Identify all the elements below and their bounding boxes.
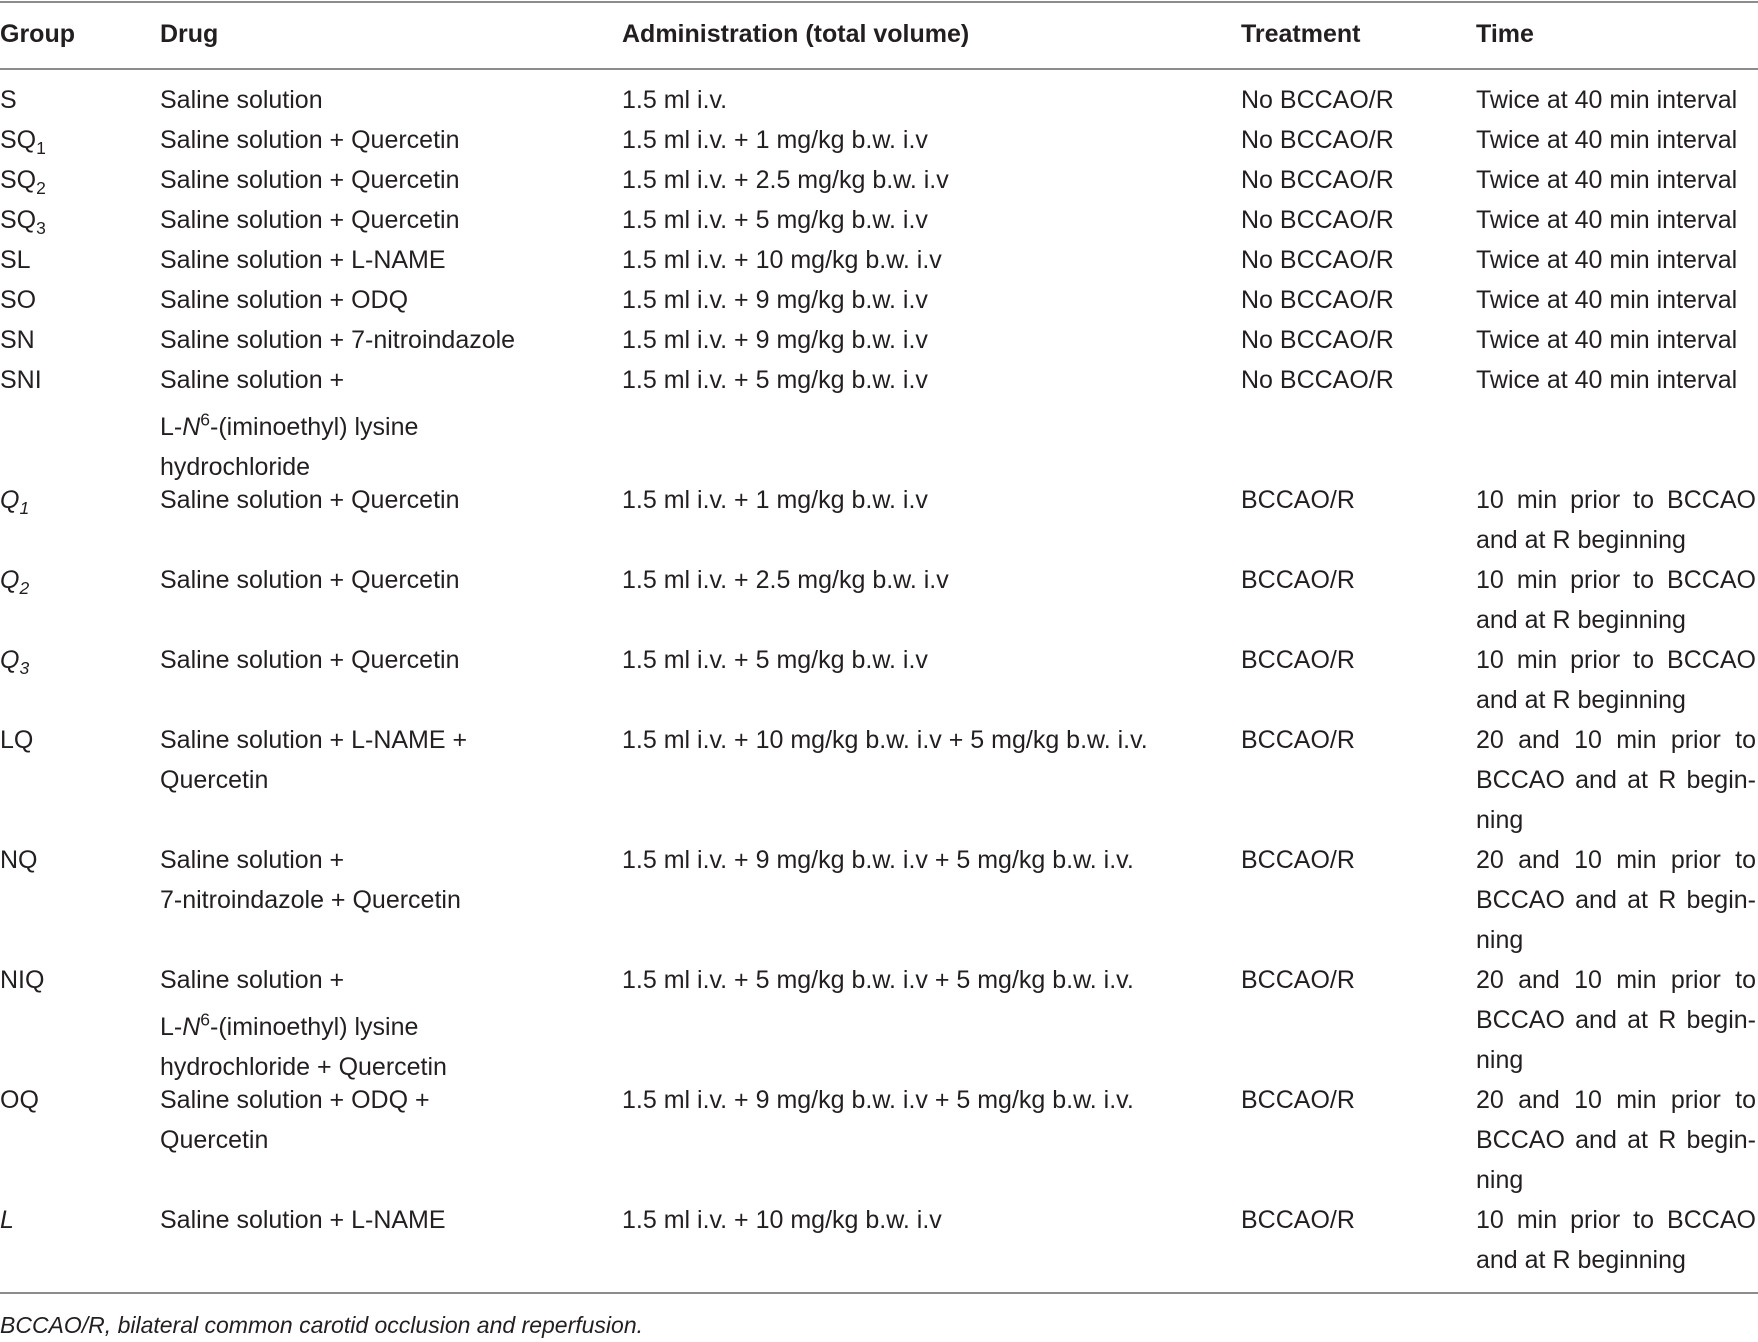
cell-time-line: Twice at 40 min interval — [1476, 246, 1738, 274]
cell-treatment: BCCAO/R — [1241, 1086, 1355, 1114]
cell-time-line: and at R beginning — [1476, 526, 1686, 554]
cell-drug — [160, 560, 460, 600]
cell-time-line: and at R beginning — [1476, 1246, 1686, 1274]
cell-time — [1476, 240, 1756, 280]
cell-time-line: Twice at 40 min interval — [1476, 206, 1738, 234]
cell-treatment: BCCAO/R — [1241, 486, 1355, 514]
cell-administration: 1.5 ml i.v. + 1 mg/kg b.w. i.v — [622, 126, 928, 154]
cell-administration: 1.5 ml i.v. + 10 mg/kg b.w. i.v — [622, 246, 942, 274]
cell-group: $SQ_1$ — [0, 126, 46, 158]
cell-drug-line: Saline solution + L-NAME — [160, 246, 446, 274]
header-group: Group — [0, 20, 75, 48]
cell-administration: 1.5 ml i.v. + 9 mg/kg b.w. i.v + 5 mg/kg b.w. i.v. — [622, 1086, 1134, 1114]
cell-time-line: BCCAO and at R begin- — [1476, 766, 1756, 794]
cell-drug-line: Saline solution + Quercetin — [160, 166, 460, 194]
cell-drug — [160, 320, 515, 360]
cell-drug — [160, 120, 460, 160]
cell-drug-line: $L-N^6-(iminoethyl)$ lysine — [160, 1010, 419, 1042]
cell-group: SNI — [0, 366, 42, 394]
cell-group: OQ — [0, 1086, 39, 1114]
cell-time-line: and at R beginning — [1476, 686, 1686, 714]
cell-administration: 1.5 ml i.v. + 10 mg/kg b.w. i.v — [622, 1206, 942, 1234]
cell-group: $Q_2$ — [0, 566, 30, 598]
cell-drug-line: Quercetin — [160, 766, 269, 794]
cell-drug-line: 7-nitroindazole + Quercetin — [160, 886, 461, 914]
cell-group: $SQ_3$ — [0, 206, 46, 238]
cell-administration: 1.5 ml i.v. + 10 mg/kg b.w. i.v + 5 mg/kg b.w. i.v. — [622, 726, 1148, 754]
cell-time-line: Twice at 40 min interval — [1476, 366, 1738, 394]
cell-group: SO — [0, 286, 37, 314]
cell-drug-line: Saline solution + — [160, 966, 345, 994]
cell-time-line: Twice at 40 min interval — [1476, 326, 1738, 354]
cell-drug-line: Saline solution + L-NAME + — [160, 726, 468, 754]
cell-treatment: No BCCAO/R — [1241, 366, 1394, 394]
table-footnote: BCCAO/R, bilateral common carotid occlusion and reperfusion. — [0, 1312, 644, 1338]
cell-group: S — [0, 86, 17, 114]
cell-drug — [160, 160, 460, 200]
cell-group: $Q_3$ — [0, 646, 30, 678]
cell-time — [1476, 480, 1756, 560]
cell-drug — [160, 480, 460, 520]
cell-drug-line: Saline solution + ODQ + — [160, 1086, 430, 1114]
cell-administration: 1.5 ml i.v. + 5 mg/kg b.w. i.v — [622, 366, 928, 394]
cell-drug — [160, 1200, 446, 1240]
cell-drug — [160, 240, 446, 280]
cell-drug-line: Saline solution + Quercetin — [160, 486, 460, 514]
cell-time — [1476, 80, 1756, 120]
cell-treatment: No BCCAO/R — [1241, 86, 1394, 114]
cell-time-line: and at R beginning — [1476, 606, 1686, 634]
cell-treatment: BCCAO/R — [1241, 566, 1355, 594]
cell-time-line: 10 min prior to BCCAO — [1476, 1206, 1756, 1234]
cell-time-line: ning — [1476, 1166, 1524, 1194]
table-header-rule — [0, 68, 1758, 70]
cell-administration: 1.5 ml i.v. + 5 mg/kg b.w. i.v — [622, 646, 928, 674]
cell-treatment: No BCCAO/R — [1241, 166, 1394, 194]
cell-drug — [160, 640, 460, 680]
cell-treatment: No BCCAO/R — [1241, 206, 1394, 234]
cell-time — [1476, 1200, 1756, 1280]
cell-drug — [160, 80, 323, 120]
cell-treatment: BCCAO/R — [1241, 646, 1355, 674]
cell-drug-line: Saline solution + L-NAME — [160, 1206, 446, 1234]
cell-group: LQ — [0, 726, 34, 754]
cell-drug — [160, 1080, 430, 1160]
cell-treatment: BCCAO/R — [1241, 966, 1355, 994]
cell-group: SN — [0, 326, 35, 354]
cell-time-line: BCCAO and at R begin- — [1476, 1006, 1756, 1034]
cell-time-line: Twice at 40 min interval — [1476, 86, 1738, 114]
cell-drug — [160, 280, 408, 320]
cell-administration: 1.5 ml i.v. + 2.5 mg/kg b.w. i.v — [622, 166, 949, 194]
cell-drug-line: Saline solution + — [160, 366, 345, 394]
cell-administration: 1.5 ml i.v. — [622, 86, 728, 114]
table-bottom-rule — [0, 1292, 1758, 1294]
cell-time-line: 10 min prior to BCCAO — [1476, 646, 1756, 674]
header-time: Time — [1476, 20, 1534, 48]
cell-treatment: No BCCAO/R — [1241, 286, 1394, 314]
cell-time-line: BCCAO and at R begin- — [1476, 886, 1756, 914]
cell-time — [1476, 280, 1756, 320]
cell-time — [1476, 320, 1756, 360]
cell-group: SL — [0, 246, 31, 274]
cell-time — [1476, 560, 1756, 640]
cell-time-line: ning — [1476, 1046, 1524, 1074]
cell-time — [1476, 160, 1756, 200]
cell-drug-line: Saline solution + — [160, 846, 345, 874]
cell-time — [1476, 840, 1756, 960]
cell-drug — [160, 720, 467, 800]
cell-time-line: 20 and 10 min prior to — [1476, 1086, 1756, 1114]
cell-drug — [160, 360, 418, 487]
cell-administration: 1.5 ml i.v. + 5 mg/kg b.w. i.v — [622, 206, 928, 234]
header-drug: Drug — [160, 20, 219, 48]
cell-drug — [160, 840, 461, 920]
cell-time — [1476, 120, 1756, 160]
cell-administration: 1.5 ml i.v. + 9 mg/kg b.w. i.v — [622, 286, 928, 314]
cell-time — [1476, 360, 1756, 400]
cell-time — [1476, 200, 1756, 240]
cell-drug-line: Saline solution + Quercetin — [160, 566, 460, 594]
cell-time-line: Twice at 40 min interval — [1476, 166, 1738, 194]
cell-drug-line: Saline solution + ODQ — [160, 286, 409, 314]
cell-group: NIQ — [0, 966, 45, 994]
cell-treatment: No BCCAO/R — [1241, 126, 1394, 154]
cell-group: $Q_1$ — [0, 486, 30, 518]
table-header-row — [0, 14, 1758, 54]
cell-time — [1476, 640, 1756, 720]
cell-time-line: 10 min prior to BCCAO — [1476, 566, 1756, 594]
cell-time — [1476, 1080, 1756, 1200]
cell-time — [1476, 960, 1756, 1080]
cell-drug-line: Saline solution + Quercetin — [160, 646, 460, 674]
header-treatment: Treatment — [1241, 20, 1361, 48]
cell-time-line: 10 min prior to BCCAO — [1476, 486, 1756, 514]
cell-time-line: ning — [1476, 926, 1524, 954]
cell-time-line: 20 and 10 min prior to — [1476, 846, 1756, 874]
cell-treatment: BCCAO/R — [1241, 726, 1355, 754]
cell-group: $SQ_2$ — [0, 166, 46, 198]
cell-time-line: 20 and 10 min prior to — [1476, 726, 1756, 754]
cell-time-line: BCCAO and at R begin- — [1476, 1126, 1756, 1154]
cell-group: NQ — [0, 846, 38, 874]
cell-treatment: No BCCAO/R — [1241, 246, 1394, 274]
cell-drug-line: Quercetin — [160, 1126, 269, 1154]
cell-administration: 1.5 ml i.v. + 1 mg/kg b.w. i.v — [622, 486, 928, 514]
cell-drug-line: Saline solution — [160, 86, 323, 114]
header-administration: Administration (total volume) — [622, 20, 970, 48]
cell-treatment: No BCCAO/R — [1241, 326, 1394, 354]
table-top-rule — [0, 1, 1758, 3]
cell-time-line: ning — [1476, 806, 1524, 834]
cell-drug-line: Saline solution + Quercetin — [160, 206, 460, 234]
cell-drug-line: hydrochloride — [160, 453, 311, 482]
cell-treatment: BCCAO/R — [1241, 846, 1355, 874]
cell-drug — [160, 200, 460, 240]
cell-time-line: Twice at 40 min interval — [1476, 286, 1738, 314]
cell-group: L — [0, 1206, 14, 1234]
cell-administration: 1.5 ml i.v. + 9 mg/kg b.w. i.v + 5 mg/kg b.w. i.v. — [622, 846, 1134, 874]
cell-administration: 1.5 ml i.v. + 9 mg/kg b.w. i.v — [622, 326, 928, 354]
cell-drug-line: $L-N^6-(iminoethyl)$ lysine — [160, 410, 419, 442]
cell-administration: 1.5 ml i.v. + 5 mg/kg b.w. i.v + 5 mg/kg b.w. i.v. — [622, 966, 1134, 994]
cell-time-line: Twice at 40 min interval — [1476, 126, 1738, 154]
cell-administration: 1.5 ml i.v. + 2.5 mg/kg b.w. i.v — [622, 566, 949, 594]
cell-drug-line: hydrochloride + Quercetin — [160, 1053, 447, 1082]
cell-time — [1476, 720, 1756, 840]
cell-treatment: BCCAO/R — [1241, 1206, 1355, 1234]
cell-drug-line: Saline solution + Quercetin — [160, 126, 460, 154]
cell-time-line: 20 and 10 min prior to — [1476, 966, 1756, 994]
cell-drug — [160, 960, 447, 1087]
cell-drug-line: Saline solution + 7-nitroindazole — [160, 326, 516, 354]
